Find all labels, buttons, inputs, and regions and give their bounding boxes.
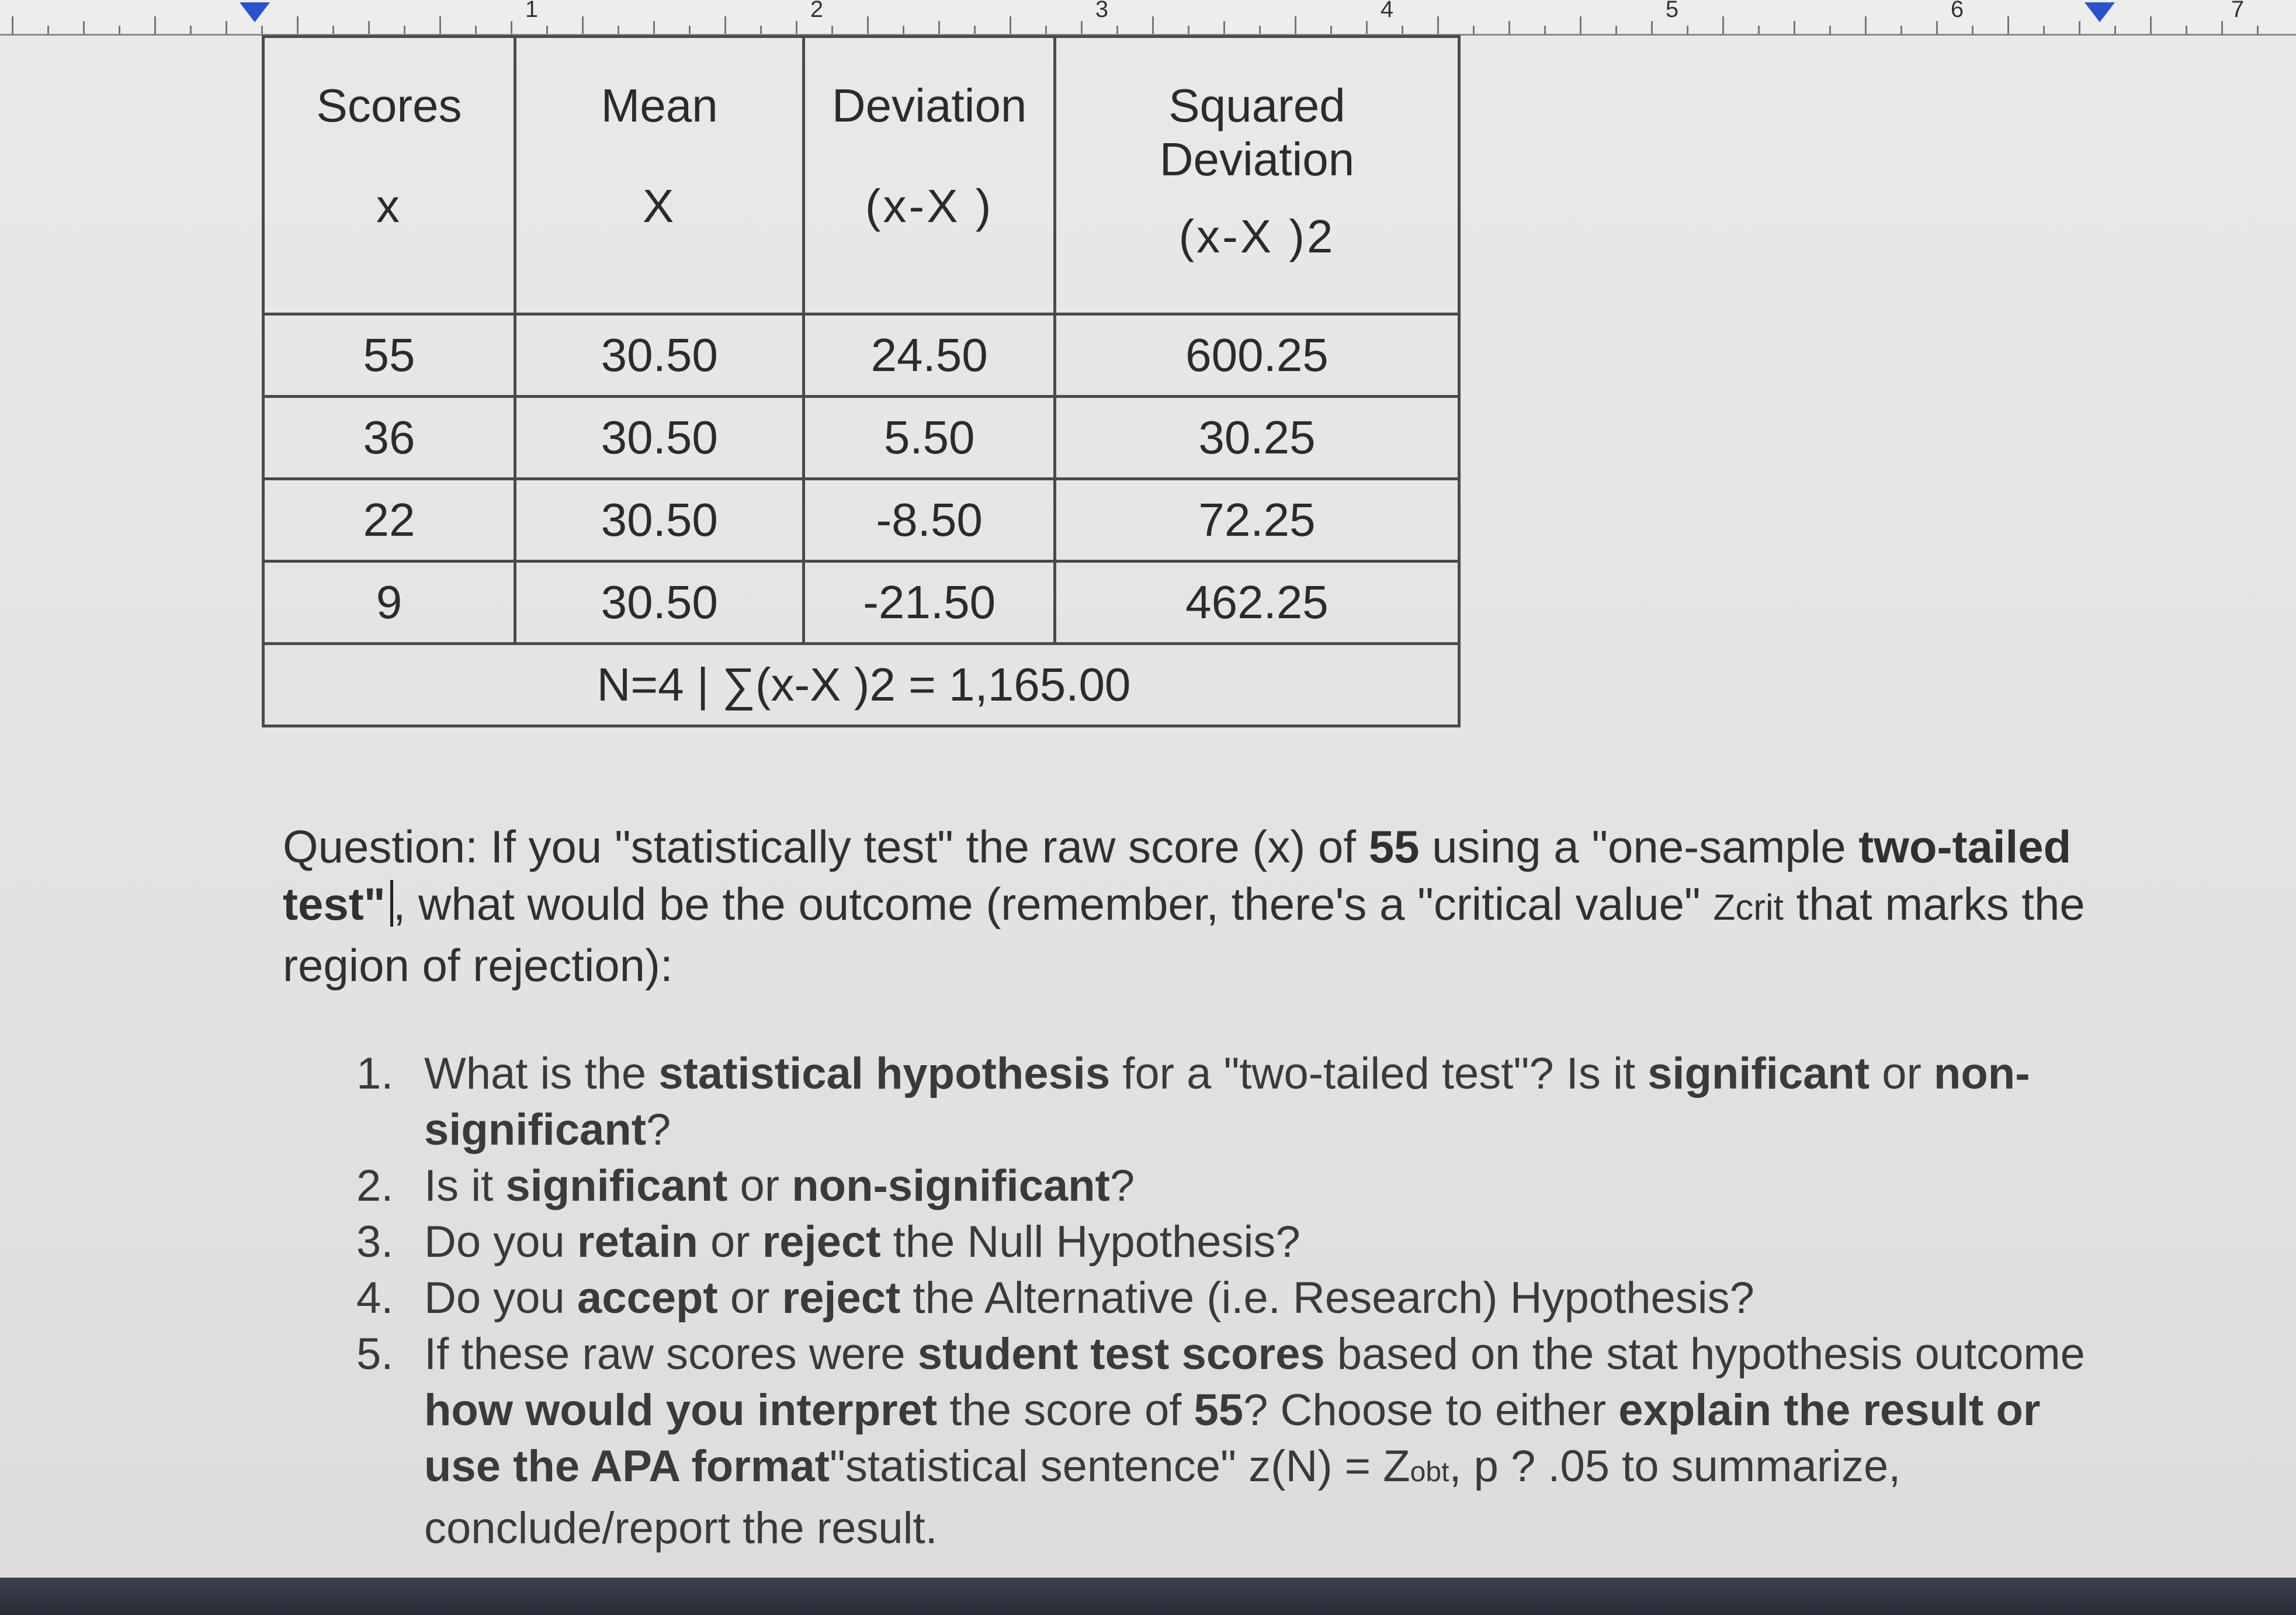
table-row — [263, 562, 1459, 644]
ruler-tick — [1223, 21, 1225, 34]
ruler-tick — [1259, 26, 1261, 34]
right-indent-marker-icon[interactable] — [2085, 2, 2115, 22]
header-title: Scores — [316, 79, 462, 131]
cell-mean[interactable]: 30.50 — [515, 479, 804, 562]
summary-text: N=4 | ∑(x-X )2 = 1,165.00 — [596, 659, 1131, 711]
item-text: ? — [1109, 1161, 1135, 1211]
ruler-tick — [439, 16, 441, 34]
item-text: or — [727, 1161, 792, 1211]
item-text: What is the — [424, 1049, 659, 1098]
ruler-tick — [1330, 26, 1332, 34]
ruler-tick — [867, 16, 869, 34]
ruler-tick — [1045, 26, 1047, 34]
cell-deviation[interactable]: -8.50 — [804, 479, 1055, 562]
item-subscript: obt — [1410, 1457, 1449, 1488]
ruler-tick — [1544, 26, 1546, 34]
item-text: If these raw scores were — [424, 1329, 918, 1379]
cell-score[interactable]: 22 — [263, 479, 515, 562]
question-list — [351, 1046, 2115, 1557]
question-text: Question: If you "statistically test" the raw score (x) of — [283, 821, 1369, 872]
item-bold: retain — [577, 1217, 698, 1267]
ruler-tick — [546, 26, 548, 34]
question-bold-test: two-tailed test" — [283, 821, 2072, 930]
list-number: 4. — [356, 1273, 394, 1323]
ruler-number: 7 — [2231, 0, 2245, 22]
ruler-tick — [2114, 26, 2116, 34]
header-title: Deviation — [831, 79, 1027, 131]
cell-squared[interactable]: 72.25 — [1055, 479, 1459, 562]
item-text: the score of — [937, 1385, 1194, 1435]
item-bold: significant — [1648, 1049, 1870, 1098]
cell-squared[interactable]: 600.25 — [1055, 314, 1459, 397]
list-item[interactable] — [351, 1270, 2115, 1326]
cell-mean[interactable]: 30.50 — [515, 397, 804, 479]
ruler-tick — [689, 26, 691, 34]
question-text: that marks the region of rejection): — [283, 878, 2085, 991]
ruler-tick — [226, 21, 227, 34]
ruler-tick — [974, 26, 976, 34]
ruler-number: 5 — [1665, 0, 1679, 22]
item-text: Do you — [424, 1217, 577, 1267]
ruler-tick — [1116, 26, 1118, 34]
ruler-tick — [938, 21, 940, 34]
cell-squared[interactable]: 30.25 — [1055, 397, 1459, 479]
item-bold: non-significant — [792, 1161, 1110, 1211]
header-symbol: (x-X )2 — [1178, 210, 1336, 262]
ruler-tick — [1437, 16, 1439, 34]
list-item[interactable] — [351, 1214, 2115, 1270]
table-summary-row — [263, 644, 1459, 726]
cell-score[interactable]: 36 — [263, 397, 515, 479]
cell-squared[interactable]: 462.25 — [1055, 562, 1459, 644]
item-bold: significant — [505, 1161, 728, 1211]
ruler-tick — [1295, 16, 1296, 34]
ruler-tick — [1829, 26, 1831, 34]
left-indent-marker-icon[interactable] — [240, 2, 270, 22]
ruler-tick — [2221, 21, 2223, 34]
ruler-tick — [1152, 16, 1154, 34]
item-text: the Null Hypothesis? — [880, 1217, 1300, 1267]
taskbar-strip — [0, 1578, 2296, 1615]
ruler-tick — [297, 16, 299, 34]
ruler-tick — [1580, 16, 1581, 34]
header-title: Deviation — [1159, 133, 1355, 185]
ruler-tick — [653, 21, 655, 34]
ruler-tick — [1473, 26, 1475, 34]
list-item[interactable] — [351, 1326, 2115, 1557]
ruler-tick — [404, 26, 405, 34]
item-bold: reject — [762, 1217, 881, 1267]
item-text: or — [1870, 1049, 1934, 1098]
question-text: using a "one-sample — [1419, 821, 1859, 872]
cell-deviation[interactable]: 5.50 — [804, 397, 1055, 479]
cell-score[interactable]: 9 — [263, 562, 515, 644]
item-text: ? Choose to either — [1243, 1385, 1619, 1435]
ruler-tick — [1900, 26, 1902, 34]
summary-cell[interactable] — [263, 644, 1131, 726]
cell-deviation[interactable]: -21.50 — [804, 562, 1055, 644]
ruler-tick — [2043, 26, 2045, 34]
table-row — [263, 479, 1459, 562]
cell-deviation[interactable]: 24.50 — [804, 314, 1055, 397]
ruler-tick — [2079, 21, 2080, 34]
header-symbol: x — [376, 180, 402, 232]
ruler-tick — [119, 26, 120, 34]
item-text: or — [698, 1217, 762, 1267]
ruler-tick — [1865, 16, 1867, 34]
ruler-tick — [2150, 16, 2152, 34]
ruler-tick — [154, 16, 156, 34]
ruler-tick — [1402, 26, 1403, 34]
header-mean — [515, 37, 804, 314]
ruler-number: 3 — [1095, 0, 1109, 22]
item-text: ? — [646, 1105, 671, 1155]
deviation-table — [262, 35, 1461, 727]
table-row — [263, 397, 1459, 479]
ruler-tick — [582, 16, 584, 34]
list-item[interactable] — [351, 1158, 2115, 1214]
ruler-tick — [83, 21, 85, 34]
table-header-row — [263, 37, 1459, 314]
list-number: 2. — [356, 1161, 394, 1211]
header-title: Squared — [1168, 79, 1345, 131]
item-text: the Alternative (i.e. Research) Hypothesis? — [900, 1273, 1754, 1323]
ruler-tick — [1508, 21, 1510, 34]
header-symbol: (x-X ) — [865, 180, 994, 232]
cell-mean[interactable]: 30.50 — [515, 314, 804, 397]
ruler-tick — [1615, 26, 1617, 34]
list-number: 5. — [356, 1329, 394, 1379]
zcrit-symbol: Zcrit — [1713, 888, 1784, 928]
ruler-tick — [1651, 21, 1653, 34]
table-row — [263, 314, 1459, 397]
question-paragraph[interactable] — [283, 818, 2123, 994]
ruler-tick — [2186, 26, 2187, 34]
item-text: for a "two-tailed test"? Is it — [1110, 1049, 1648, 1098]
ruler-number: 1 — [525, 0, 539, 22]
ruler-number: 6 — [1950, 0, 1964, 22]
ruler-tick — [1010, 16, 1011, 34]
header-scores — [263, 37, 515, 314]
ruler-tick — [724, 16, 726, 34]
ruler-tick — [2257, 26, 2259, 34]
item-bold: student test scores — [917, 1329, 1325, 1379]
ruler-tick — [1081, 21, 1083, 34]
ruler-tick — [332, 26, 334, 34]
cell-mean[interactable]: 30.50 — [515, 562, 804, 644]
question-bold-score: 55 — [1368, 821, 1420, 872]
list-item[interactable] — [351, 1046, 2115, 1158]
ruler-tick — [760, 26, 762, 34]
ruler-tick — [1366, 21, 1368, 34]
header-title: Mean — [601, 79, 718, 131]
item-text: Do you — [424, 1273, 577, 1323]
ruler-tick — [1972, 26, 1974, 34]
horizontal-ruler[interactable] — [0, 0, 2296, 36]
item-bold: accept — [577, 1273, 718, 1323]
header-deviation — [804, 37, 1055, 314]
ruler-tick — [1687, 26, 1688, 34]
ruler-tick — [368, 21, 370, 34]
item-bold: 55 — [1194, 1385, 1244, 1435]
ruler-tick — [1758, 26, 1760, 34]
header-squared-deviation — [1055, 37, 1459, 314]
ruler-tick — [12, 16, 13, 34]
item-text: , p ? .05 to summarize, conclude/report the result. — [424, 1441, 1901, 1553]
item-text: based on the stat hypothesis outcome — [1324, 1329, 2085, 1379]
list-number: 1. — [356, 1049, 394, 1098]
ruler-tick — [1188, 26, 1189, 34]
item-bold: non-significant — [424, 1049, 2030, 1155]
ruler-tick — [47, 26, 49, 34]
list-number: 3. — [356, 1217, 394, 1267]
header-symbol: X — [643, 180, 677, 232]
question-text: , what would be the outcome (remember, there's a "critical value" — [393, 878, 1714, 930]
ruler-tick — [618, 26, 619, 34]
item-bold: reject — [782, 1273, 901, 1323]
ruler-number: 4 — [1380, 0, 1394, 22]
cell-score[interactable]: 55 — [263, 314, 515, 397]
ruler-tick — [903, 26, 904, 34]
item-text: Is it — [424, 1161, 506, 1211]
ruler-tick — [475, 26, 477, 34]
item-text: "statistical sentence" z(N) = Z — [829, 1441, 1410, 1491]
ruler-tick — [261, 26, 263, 34]
ruler-tick — [1936, 21, 1938, 34]
item-bold: statistical hypothesis — [658, 1049, 1111, 1098]
item-bold: how would you interpret — [424, 1385, 938, 1435]
item-bold: explain the result or use the APA format — [424, 1385, 2041, 1491]
ruler-tick — [796, 21, 797, 34]
ruler-tick — [1722, 16, 1724, 34]
ruler-tick — [2007, 16, 2009, 34]
item-text: or — [717, 1273, 782, 1323]
ruler-number: 2 — [810, 0, 824, 22]
ruler-tick — [1794, 21, 1795, 34]
ruler-tick — [190, 26, 192, 34]
ruler-tick — [511, 21, 512, 34]
ruler-tick — [831, 26, 833, 34]
